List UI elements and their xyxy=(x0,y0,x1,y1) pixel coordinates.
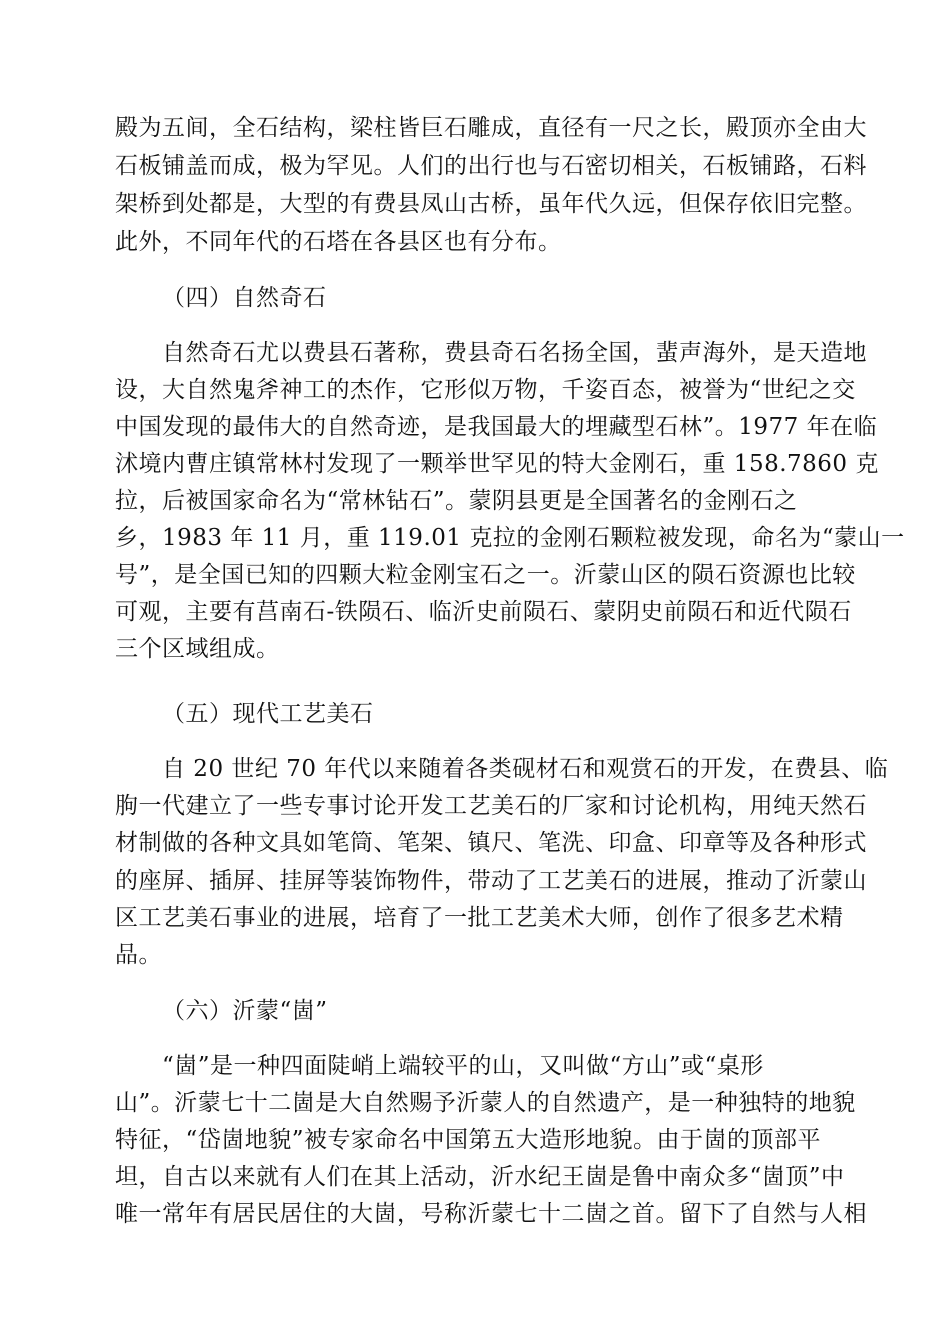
paragraph-line: 此外，不同年代的石塔在各县区也有分布。 xyxy=(115,229,562,255)
paragraph-line: 号”，是全国已知的四颗大粒金刚宝石之一。沂蒙山区的陨石资源也比较 xyxy=(115,562,856,588)
paragraph-line: 沭境内曹庄镇常林村发现了一颗举世罕见的特大金刚石，重 158.7860 克 xyxy=(115,451,879,477)
paragraph-line: 唯一常年有居民居住的大崮，号称沂蒙七十二崮之首。留下了自然与人相 xyxy=(115,1201,867,1227)
paragraph-line: 架桥到处都是，大型的有费县凤山古桥，虽年代久远，但保存依旧完整。 xyxy=(115,191,867,217)
paragraph-line: 可观，主要有莒南石-铁陨石、临沂史前陨石、蒙阴史前陨石和近代陨石 xyxy=(115,599,852,625)
paragraph-line: 乡，1983 年 11 月，重 119.01 克拉的金刚石颗粒被发现，命名为“蒙山一 xyxy=(115,525,905,551)
paragraph-line: 三个区域组成。 xyxy=(115,636,280,662)
paragraph-line: 殿为五间，全石结构，梁柱皆巨石雕成，直径有一尺之长，殿顶亦全由大 xyxy=(115,115,867,141)
paragraph-line: 中国发现的最伟大的自然奇迹，是我国最大的埋藏型石林”。1977 年在临 xyxy=(115,414,878,440)
paragraph-line: 区工艺美石事业的进展，培育了一批工艺美术大师，创作了很多艺术精 xyxy=(115,905,844,931)
paragraph-line: 设，大自然鬼斧神工的杰作，它形似万物，千姿百态，被誉为“世纪之交 xyxy=(115,377,856,403)
paragraph-line: “崮”是一种四面陡峭上端较平的山，又叫做“方山”或“桌形 xyxy=(162,1053,764,1079)
paragraph-line: 特征，“岱崮地貌”被专家命名中国第五大造形地貌。由于崮的顶部平 xyxy=(115,1127,822,1153)
paragraph-line: 自然奇石尤以费县石著称，费县奇石名扬全国，蜚声海外，是天造地 xyxy=(162,340,867,366)
paragraph-line: 自 20 世纪 70 年代以来随着各类砚材石和观赏石的开发，在费县、临 xyxy=(162,756,889,782)
paragraph-line: 材制做的各种文具如笔筒、笔架、镇尺、笔洗、印盒、印章等及各种形式 xyxy=(115,830,867,856)
paragraph-line: 的座屏、插屏、挂屏等装饰物件，带动了工艺美石的进展，推动了沂蒙山 xyxy=(115,868,867,894)
section-heading: （六）沂蒙“崮” xyxy=(162,998,328,1024)
paragraph-line: 拉，后被国家命名为“常林钻石”。蒙阴县更是全国著名的金刚石之 xyxy=(115,488,798,514)
paragraph-line: 坦，自古以来就有人们在其上活动，沂水纪王崮是鲁中南众多“崮顶”中 xyxy=(115,1164,845,1190)
section-heading: （五）现代工艺美石 xyxy=(162,701,374,727)
paragraph-line: 石板铺盖而成，极为罕见。人们的出行也与石密切相关，石板铺路，石料 xyxy=(115,153,867,179)
section-heading: （四）自然奇石 xyxy=(162,285,327,311)
paragraph-line: 品。 xyxy=(115,942,162,968)
paragraph-line: 山”。沂蒙七十二崮是大自然赐予沂蒙人的自然遗产，是一种独特的地貌 xyxy=(115,1090,856,1116)
paragraph-line: 朐一代建立了一些专事讨论开发工艺美石的厂家和讨论机构，用纯天然石 xyxy=(115,793,867,819)
